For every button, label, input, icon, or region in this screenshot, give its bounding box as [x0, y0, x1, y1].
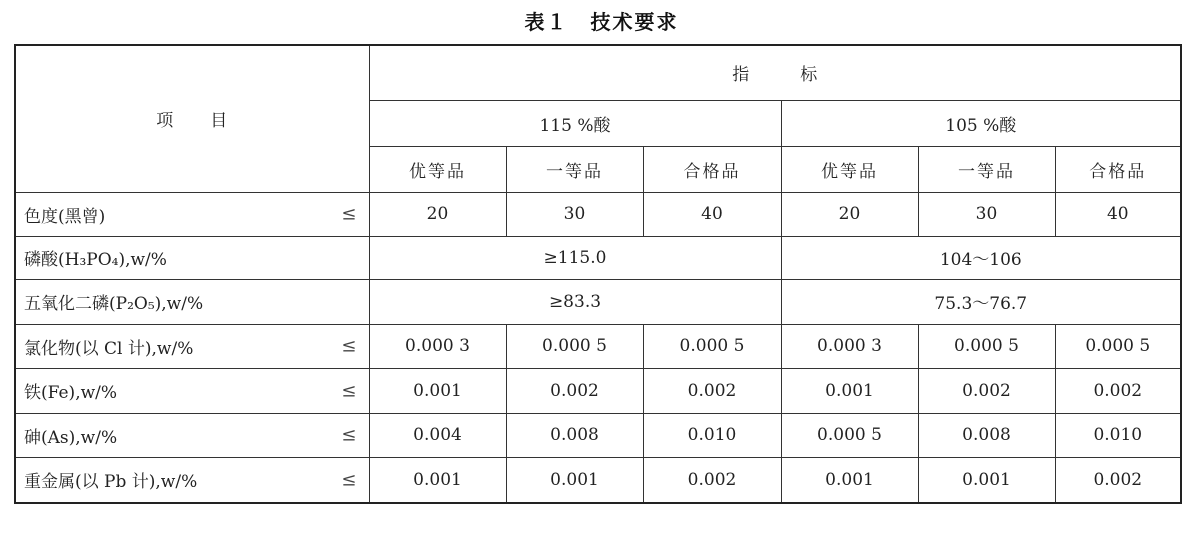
value-cell: 0.000 3	[369, 324, 506, 368]
table-row	[15, 236, 1181, 279]
value-cell: 0.002	[643, 368, 781, 413]
leq-symbol: ≤	[341, 203, 357, 225]
row-label-cell	[15, 324, 369, 368]
value-cell: 0.002	[506, 368, 643, 413]
value-cell: 0.001	[369, 457, 506, 503]
leq-symbol: ≤	[341, 335, 357, 357]
group-105-header: 105 %酸	[781, 100, 1181, 146]
row-label-cell	[15, 457, 369, 503]
row-label: 五氧化二磷(P₂O₅),w/%	[24, 294, 204, 314]
grade-header: 优等品	[369, 146, 506, 192]
leq-symbol: ≤	[341, 469, 357, 491]
value-cell: 0.002	[918, 368, 1055, 413]
row-label-cell	[15, 413, 369, 457]
row-label-cell	[15, 236, 369, 279]
value-cell: 20	[781, 192, 918, 236]
value-cell: 0.001	[506, 457, 643, 503]
item-header: 项 目	[15, 45, 369, 192]
value-cell: 0.008	[918, 413, 1055, 457]
row-label-cell	[15, 192, 369, 236]
row-label-cell	[15, 368, 369, 413]
row-label: 氯化物(以 Cl 计),w/%	[24, 338, 194, 359]
row-label: 重金属(以 Pb 计),w/%	[24, 472, 198, 493]
value-cell: 0.002	[643, 457, 781, 503]
value-cell: 0.001	[369, 368, 506, 413]
value-cell: 0.000 5	[918, 324, 1055, 368]
value-cell: 0.004	[369, 413, 506, 457]
value-cell: 0.008	[506, 413, 643, 457]
value-cell-merged: 75.3～76.7	[781, 279, 1181, 324]
value-cell: 0.000 5	[781, 413, 918, 457]
value-cell: 40	[643, 192, 781, 236]
table-row	[15, 413, 1181, 457]
grade-header: 合格品	[643, 146, 781, 192]
value-cell-merged: 104～106	[781, 236, 1181, 279]
value-cell: 30	[918, 192, 1055, 236]
table-row	[15, 192, 1181, 236]
row-label: 铁(Fe),w/%	[24, 383, 118, 403]
header-row-1	[15, 45, 1181, 100]
value-cell: 0.000 5	[506, 324, 643, 368]
value-cell: 0.000 5	[643, 324, 781, 368]
row-label: 砷(As),w/%	[24, 427, 118, 448]
technical-requirements-table	[14, 44, 1182, 504]
table-title: 表１ 技术要求	[524, 10, 679, 34]
value-cell: 30	[506, 192, 643, 236]
value-cell: 0.002	[1055, 368, 1181, 413]
value-cell: 0.001	[918, 457, 1055, 503]
value-cell-merged: ≥115.0	[369, 236, 781, 279]
value-cell: 0.010	[1055, 413, 1181, 457]
value-cell: 0.001	[781, 457, 918, 503]
value-cell: 0.000 3	[781, 324, 918, 368]
grade-header: 一等品	[506, 146, 643, 192]
grade-header: 优等品	[781, 146, 918, 192]
table-row	[15, 368, 1181, 413]
value-cell-merged: ≥83.3	[369, 279, 781, 324]
table-row	[15, 457, 1181, 503]
grade-header: 合格品	[1055, 146, 1181, 192]
row-label: 磷酸(H₃PO₄),w/%	[24, 250, 167, 270]
indicator-header: 指 标	[369, 45, 1181, 100]
value-cell: 40	[1055, 192, 1181, 236]
value-cell: 20	[369, 192, 506, 236]
leq-symbol: ≤	[341, 380, 357, 401]
value-cell: 0.002	[1055, 457, 1181, 503]
row-label: 色度(黑曾)	[24, 206, 106, 227]
table-row	[15, 279, 1181, 324]
value-cell: 0.000 5	[1055, 324, 1181, 368]
table-row	[15, 324, 1181, 368]
value-cell: 0.010	[643, 413, 781, 457]
group-115-header: 115 %酸	[369, 100, 781, 146]
value-cell: 0.001	[781, 368, 918, 413]
grade-header: 一等品	[918, 146, 1055, 192]
leq-symbol: ≤	[341, 424, 357, 446]
row-label-cell	[15, 279, 369, 324]
